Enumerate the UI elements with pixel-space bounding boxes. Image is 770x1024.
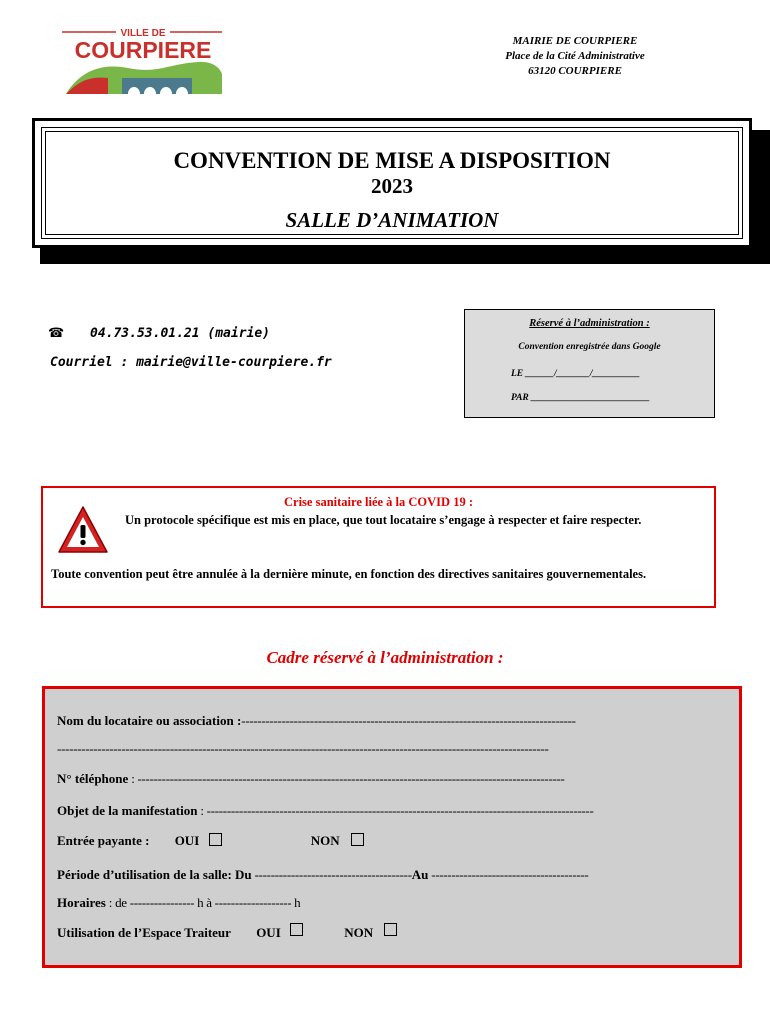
objet-label: Objet de la manifestation: [57, 803, 198, 818]
covid-cancellation-text: Toute convention peut être annulée à la dernière minute, en fonction des directives sanitaires gouvernementales.: [51, 567, 647, 581]
traiteur-oui-checkbox[interactable]: [290, 923, 303, 936]
entree-non-checkbox[interactable]: [351, 833, 364, 846]
title-box: [32, 118, 752, 248]
admin-reserved-box: [464, 309, 715, 418]
row-horaires: [57, 895, 300, 911]
phone-number: 04.73.53.01.21 (mairie): [90, 326, 271, 341]
covid-warning-box: [41, 486, 716, 608]
document-year: 2023: [371, 174, 413, 198]
address-line-1: MAIRIE DE COURPIERE: [512, 35, 638, 47]
row-traiteur: [57, 923, 397, 941]
row-telephone: [57, 771, 565, 787]
admin-box-date: LE ______/_______/__________: [511, 369, 641, 379]
traiteur-oui-label: OUI: [256, 925, 281, 940]
horaires-label: Horaires: [57, 895, 106, 910]
document-title: CONVENTION DE MISE A DISPOSITION: [173, 148, 611, 173]
objet-field[interactable]: : ------------------------------------------------------------------------------------------------: [197, 803, 594, 818]
nom-field[interactable]: -----------------------------------------------------------------------------------: [241, 713, 576, 728]
phone-line: [48, 326, 270, 341]
covid-title: Crise sanitaire liée à la COVID 19 :: [284, 495, 473, 509]
entree-non-label: NON: [310, 833, 340, 848]
telephone-field[interactable]: : ----------------------------------------------------------------------------------------------------------: [128, 771, 565, 786]
row-objet: [57, 803, 593, 819]
email-line: Courriel : mairie@ville-courpiere.fr: [50, 355, 332, 370]
row-nom-continued: [57, 741, 549, 757]
admin-box-par: PAR _________________________: [511, 393, 650, 403]
address-line-3: 63120 COURPIERE: [528, 65, 622, 77]
cadre-title: Cadre réservé à l’administration :: [266, 648, 504, 667]
traiteur-label: Utilisation de l’Espace Traiteur: [57, 925, 231, 940]
svg-text:COURPIERE: COURPIERE: [74, 37, 212, 63]
ville-courpiere-logo: [58, 24, 228, 96]
admin-form-frame: [42, 686, 742, 968]
periode-label: Période d’utilisation de la salle: Du: [57, 867, 252, 882]
covid-protocol-text: Un protocole spécifique est mis en place, que tout locataire s’engage à respecter et faire respecter.: [125, 513, 642, 527]
warning-triangle-icon: [57, 504, 109, 556]
row-periode: [57, 867, 588, 883]
telephone-label: N° téléphone: [57, 771, 129, 786]
periode-du-field[interactable]: ---------------------------------------: [251, 867, 412, 882]
entree-label: Entrée payante :: [57, 833, 150, 848]
row-nom: [57, 713, 576, 729]
periode-au-label: Au: [411, 867, 429, 882]
address-line-2: Place de la Cité Administrative: [505, 50, 645, 62]
traiteur-non-checkbox[interactable]: [384, 923, 397, 936]
periode-au-field[interactable]: ---------------------------------------: [428, 867, 589, 882]
svg-text:VILLE DE: VILLE DE: [120, 28, 166, 39]
mairie-address: [470, 34, 680, 79]
telephone-icon: ☎: [48, 326, 65, 341]
traiteur-non-label: NON: [344, 925, 374, 940]
horaires-field[interactable]: : de ---------------- h à ------------------- h: [105, 895, 301, 910]
document-subtitle: SALLE D’ANIMATION: [285, 208, 499, 232]
nom-field-line2[interactable]: --------------------------------------------------------------------------------------------------------------------------: [57, 741, 549, 756]
admin-box-google: Convention enregistrée dans Google: [518, 342, 661, 352]
entree-oui-label: OUI: [174, 833, 200, 848]
entree-oui-checkbox[interactable]: [209, 833, 222, 846]
nom-label: Nom du locataire ou association :: [57, 713, 242, 728]
admin-box-title: Réservé à l’administration :: [529, 318, 650, 329]
row-entree-payante: [57, 833, 364, 849]
